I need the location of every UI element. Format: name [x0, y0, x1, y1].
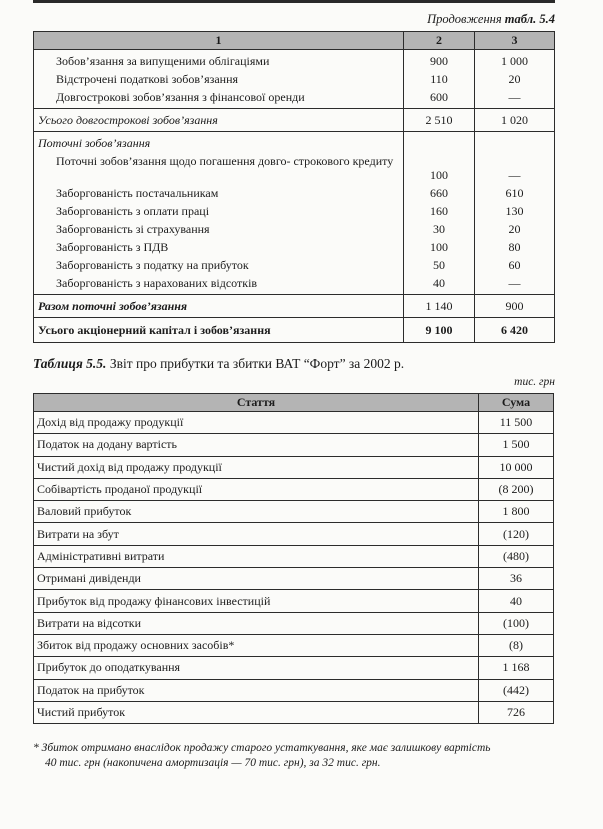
row-item-name: Витрати на збут: [34, 523, 479, 545]
current-total-value: 1 140: [404, 295, 475, 318]
current-items-names: [34, 132, 404, 295]
grand-total-value: 6 420: [475, 318, 555, 343]
row-item-name: Прибуток від продажу фінансових інвестицій: [34, 590, 479, 612]
current-total-row: [34, 295, 555, 318]
table-row: [34, 456, 554, 478]
table55-header-row: [34, 394, 554, 412]
current-item-value: 610: [505, 186, 524, 200]
longterm-item-value: 110: [430, 72, 448, 86]
current-item-value: 60: [508, 258, 521, 272]
grand-total-value: 9 100: [404, 318, 475, 343]
current-item-name: Заборгованість зі страхування: [56, 222, 210, 236]
row-item-name: Чистий прибуток: [34, 701, 479, 723]
longterm-item-value: 900: [430, 54, 448, 68]
current-item-value: 660: [430, 186, 448, 200]
longterm-item-value: 20: [508, 72, 521, 86]
row-item-amount: (8 200): [479, 478, 554, 500]
continuation-prefix: Продовження: [427, 12, 502, 26]
table54-header-col1: 1: [34, 32, 404, 50]
row-item-amount: 36: [479, 568, 554, 590]
longterm-item-name: Відстрочені податкові зобов’язання: [56, 72, 239, 86]
table55-header-amount: Сума: [479, 394, 554, 412]
table55-label: Таблиця 5.5.: [33, 356, 107, 371]
current-items-col2: [404, 132, 475, 295]
longterm-items-names: [34, 50, 404, 109]
table-row: [34, 545, 554, 567]
footnote-line-1: * Збиток отримано внаслідок продажу старого устаткування, яке має залишкову вартість: [33, 742, 491, 754]
current-items-group: [34, 132, 555, 295]
row-item-amount: 1 168: [479, 657, 554, 679]
table-row: [34, 412, 554, 434]
current-item-value: —: [508, 276, 521, 290]
table-row: [34, 478, 554, 500]
row-item-name: Отримані дивіденди: [34, 568, 479, 590]
row-item-amount: (8): [479, 634, 554, 656]
row-item-amount: 1 800: [479, 501, 554, 523]
longterm-items-col2: [404, 50, 475, 109]
row-item-name: Витрати на відсотки: [34, 612, 479, 634]
current-section-heading: Поточні зобов’язання: [38, 136, 151, 150]
row-item-name: Валовий прибуток: [34, 501, 479, 523]
table55-body: [34, 412, 554, 724]
current-item-value: 100: [430, 240, 448, 254]
current-item-value: 20: [508, 222, 521, 236]
row-item-amount: (100): [479, 612, 554, 634]
longterm-item-value: 600: [430, 90, 448, 104]
table55-title: Звіт про прибутки та збитки ВАТ “Форт” за 2002 р.: [109, 356, 405, 371]
current-item-value: 50: [433, 258, 445, 272]
current-item-value: 100: [430, 168, 448, 182]
row-item-amount: 11 500: [479, 412, 554, 434]
row-item-name: Адміністративні витрати: [34, 545, 479, 567]
longterm-items-col3: [475, 50, 555, 109]
current-item-value: —: [508, 168, 521, 182]
table-row: [34, 679, 554, 701]
table-row: [34, 657, 554, 679]
current-item-name: Заборгованість з оплати праці: [56, 204, 210, 218]
table55-caption: [33, 356, 404, 372]
footnote-line-2: 40 тис. грн (накопичена амортизація — 70 тис. грн), за 32 тис. грн.: [45, 757, 381, 769]
row-item-amount: 40: [479, 590, 554, 612]
table-row: [34, 701, 554, 723]
longterm-total-row: [34, 109, 555, 132]
grand-total-label: Усього акціонерний капітал і зобов’язання: [34, 318, 404, 343]
current-item-value: 40: [433, 276, 445, 290]
row-item-name: Собівартість проданої продукції: [34, 478, 479, 500]
longterm-total-label: Усього довгострокові зобов’язання: [34, 109, 404, 132]
row-item-name: Чистий дохід від продажу продукції: [34, 456, 479, 478]
table-row: [34, 523, 554, 545]
current-item-value: 80: [508, 240, 521, 254]
row-item-amount: (120): [479, 523, 554, 545]
table-row: [34, 612, 554, 634]
row-item-name: Податок на прибуток: [34, 679, 479, 701]
footnote: [33, 741, 555, 771]
current-item-value: 160: [430, 204, 448, 218]
row-item-amount: (480): [479, 545, 554, 567]
current-total-label: Разом поточні зобов’язання: [34, 295, 404, 318]
table-row: [34, 568, 554, 590]
table54-header-col3: 3: [475, 32, 555, 50]
row-item-name: Податок на додану вартість: [34, 434, 479, 456]
table55-header-item: Стаття: [34, 394, 479, 412]
row-item-amount: 1 500: [479, 434, 554, 456]
row-item-name: Збиток від продажу основних засобів*: [34, 634, 479, 656]
grand-total-row: [34, 318, 555, 343]
balance-liabilities-table: [33, 31, 555, 343]
table-row: [34, 434, 554, 456]
table54-header-row: [34, 32, 555, 50]
income-statement-table: [33, 393, 554, 724]
current-item-name: Заборгованість з ПДВ: [56, 240, 169, 254]
longterm-total-value: 1 020: [475, 109, 555, 132]
row-item-name: Дохід від продажу продукції: [34, 412, 479, 434]
current-item-name: Заборгованість з податку на прибуток: [56, 258, 249, 272]
top-rule: [33, 0, 555, 3]
row-item-name: Прибуток до оподаткування: [34, 657, 479, 679]
longterm-item-value: —: [508, 90, 521, 104]
longterm-item-value: 1 000: [501, 54, 528, 68]
current-item-name: Заборгованість з нарахованих відсотків: [56, 276, 258, 290]
longterm-total-value: 2 510: [404, 109, 475, 132]
current-total-value: 900: [475, 295, 555, 318]
longterm-item-name: Довгострокові зобов’язання з фінансової оренди: [56, 90, 305, 104]
current-item-value: 30: [433, 222, 445, 236]
continuation-table-label: табл. 5.4: [504, 12, 555, 26]
continuation-caption: [427, 12, 555, 27]
current-item-value: 130: [505, 204, 524, 218]
row-item-amount: 10 000: [479, 456, 554, 478]
table-row: [34, 634, 554, 656]
row-item-amount: 726: [479, 701, 554, 723]
table-row: [34, 590, 554, 612]
longterm-item-name: Зобов’язання за випущеними облігаціями: [56, 54, 270, 68]
current-items-col3: [475, 132, 555, 295]
table-row: [34, 501, 554, 523]
table54-header-col2: 2: [404, 32, 475, 50]
row-item-amount: (442): [479, 679, 554, 701]
current-item-name: Заборгованість постачальникам: [56, 186, 219, 200]
table55-units: тис. грн: [514, 376, 555, 388]
longterm-items-group: [34, 50, 555, 109]
current-item-name: Поточні зобов’язання щодо погашення довго- строкового кредиту: [56, 154, 394, 168]
